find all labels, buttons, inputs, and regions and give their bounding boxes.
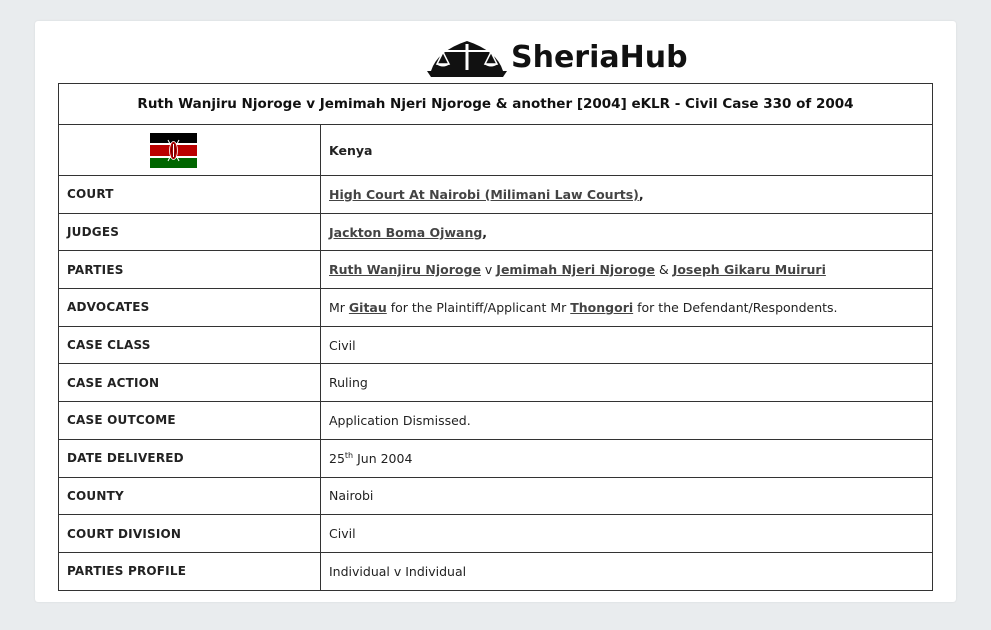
parties-separator: & xyxy=(654,262,673,278)
party-link-3[interactable]: Joseph Gikaru Muiruri xyxy=(672,262,826,278)
date-delivered-row xyxy=(59,439,933,477)
county-value: Nairobi xyxy=(321,477,933,515)
scales-of-justice-icon xyxy=(427,37,507,77)
advocate-link-1[interactable]: Gitau xyxy=(348,299,387,315)
parties-profile-label: PARTIES PROFILE xyxy=(59,552,321,590)
country-row xyxy=(59,125,933,176)
case-card xyxy=(35,21,956,602)
kenya-flag-icon xyxy=(150,133,197,168)
date-delivered-label: DATE DELIVERED xyxy=(59,439,321,477)
case-outcome-value: Application Dismissed. xyxy=(321,402,933,440)
date-delivered-value: 25th Jun 2004 xyxy=(321,439,933,477)
court-value: High Court At Nairobi (Milimani Law Courts), xyxy=(321,176,933,214)
judges-value: Jackton Boma Ojwang, xyxy=(321,213,933,251)
brand-name: SheriaHub xyxy=(511,39,688,75)
court-division-label: COURT DIVISION xyxy=(59,515,321,553)
judges-row xyxy=(59,213,933,251)
case-title: Ruth Wanjiru Njoroge v Jemimah Njeri Njoroge & another [2004] eKLR - Civil Case 330 of 2004 xyxy=(59,84,933,125)
title-row xyxy=(59,84,933,125)
case-action-value: Ruling xyxy=(321,364,933,402)
advocates-value: Mr Gitau for the Plaintiff/Applicant Mr Thongori for the Defendant/Respondents. xyxy=(321,289,933,327)
advocates-label: ADVOCATES xyxy=(59,289,321,327)
advocate-link-2[interactable]: Thongori xyxy=(570,299,634,315)
judges-label: JUDGES xyxy=(59,213,321,251)
county-row xyxy=(59,477,933,515)
case-outcome-row xyxy=(59,402,933,440)
party-link-1[interactable]: Ruth Wanjiru Njoroge xyxy=(329,262,481,278)
parties-profile-value: Individual v Individual xyxy=(321,552,933,590)
country-name: Kenya xyxy=(321,125,933,176)
parties-separator: v xyxy=(480,262,497,278)
court-division-value: Civil xyxy=(321,515,933,553)
case-details-table xyxy=(58,83,933,591)
parties-row xyxy=(59,251,933,289)
case-class-label: CASE CLASS xyxy=(59,326,321,364)
party-link-2[interactable]: Jemimah Njeri Njoroge xyxy=(496,262,655,278)
case-class-value: Civil xyxy=(321,326,933,364)
court-division-row xyxy=(59,515,933,553)
sheriahub-logo[interactable] xyxy=(427,36,688,78)
parties-value xyxy=(321,251,933,289)
case-action-row xyxy=(59,364,933,402)
judge-link[interactable]: Jackton Boma Ojwang xyxy=(329,224,483,240)
case-outcome-label: CASE OUTCOME xyxy=(59,402,321,440)
parties-profile-row xyxy=(59,552,933,590)
parties-label: PARTIES xyxy=(59,251,321,289)
case-class-row xyxy=(59,326,933,364)
court-link[interactable]: High Court At Nairobi (Milimani Law Courts) xyxy=(329,186,639,202)
flag-cell xyxy=(59,125,321,176)
case-action-label: CASE ACTION xyxy=(59,364,321,402)
advocates-row xyxy=(59,289,933,327)
court-row xyxy=(59,176,933,214)
county-label: COUNTY xyxy=(59,477,321,515)
court-label: COURT xyxy=(59,176,321,214)
